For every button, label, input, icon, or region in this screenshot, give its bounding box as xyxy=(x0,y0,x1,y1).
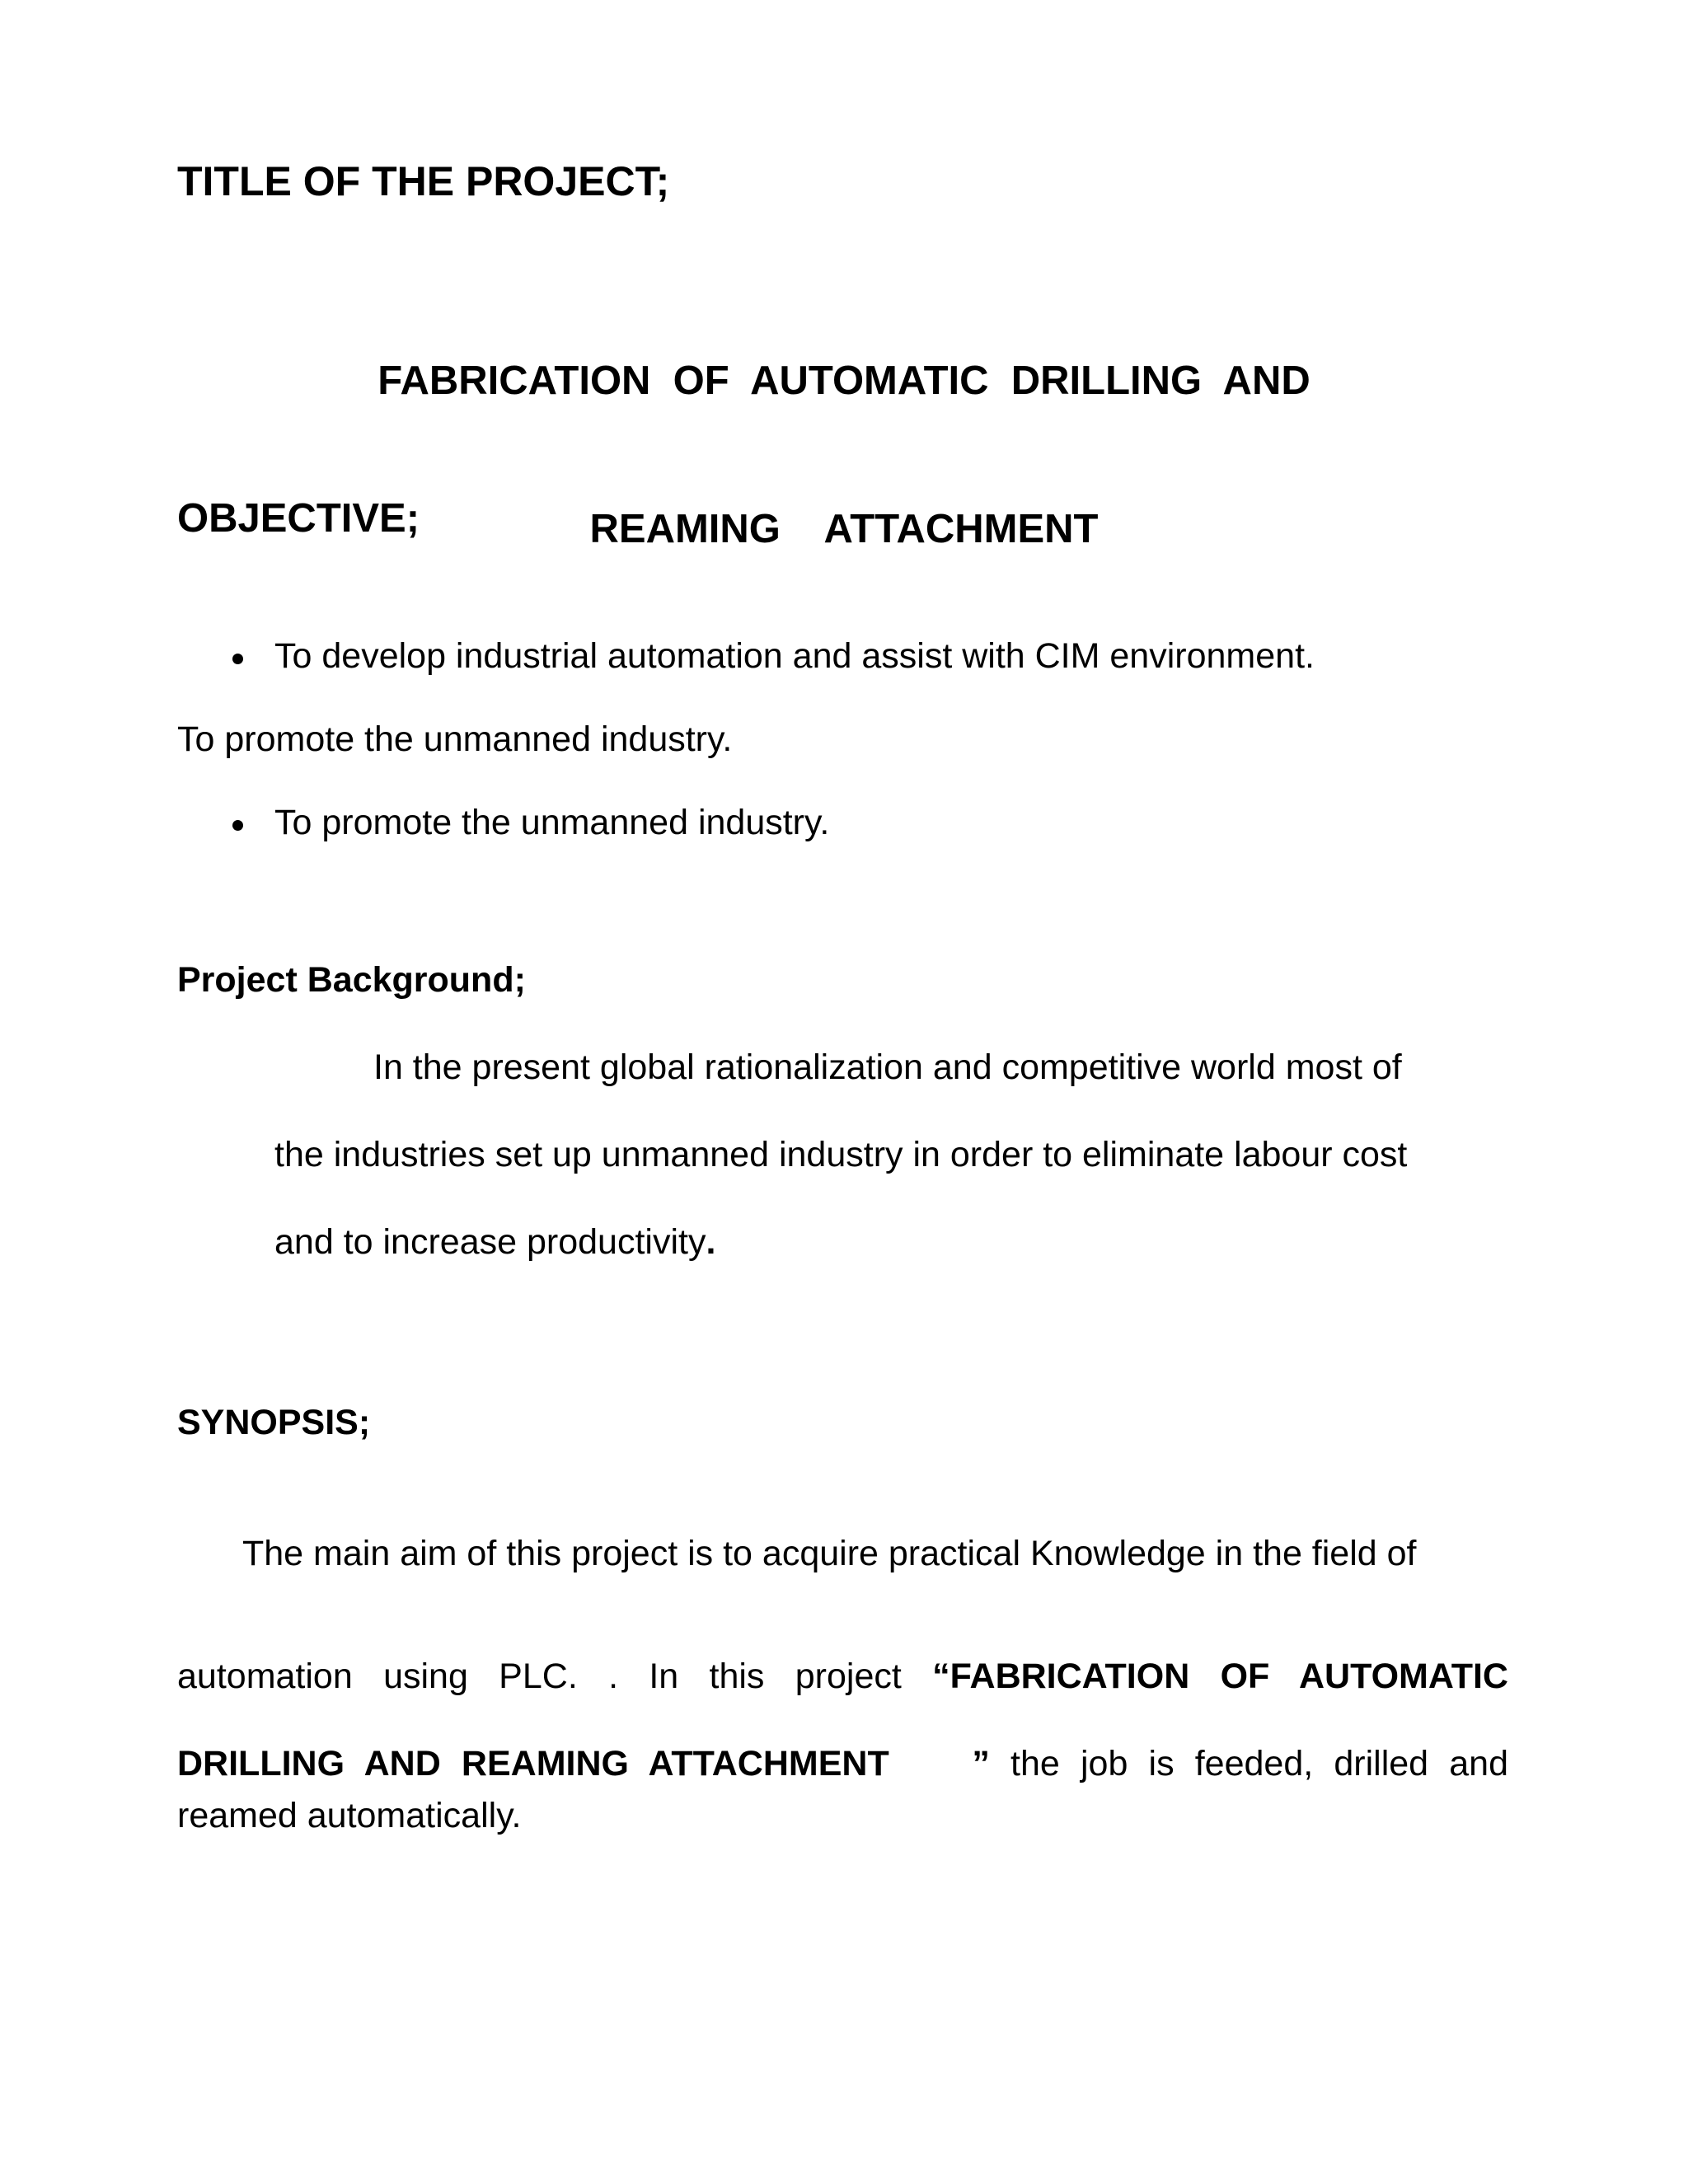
background-line-2: the industries set up unmanned industry in order to eliminate labour cost xyxy=(274,1135,1408,1174)
bullet-icon xyxy=(232,654,243,664)
synopsis-line-3-emphasis: DRILLING AND REAMING ATTACHMENT xyxy=(177,1744,889,1783)
synopsis-line-3-text: the job is feeded, drilled and xyxy=(1010,1744,1508,1783)
objective-plain-line: To promote the unmanned industry. xyxy=(177,719,733,759)
synopsis-heading: SYNOPSIS; xyxy=(177,1403,371,1442)
objective-item-1: To develop industrial automation and assist with CIM environment. xyxy=(274,636,1315,676)
objective-heading: OBJECTIVE; xyxy=(177,496,420,541)
background-heading: Project Background; xyxy=(177,960,526,1000)
synopsis-line-1: The main aim of this project is to acquire practical Knowledge in the field of xyxy=(242,1534,1417,1573)
synopsis-line-2-emphasis: “FABRICATION OF AUTOMATIC xyxy=(932,1657,1508,1696)
background-line-3-text: and to increase productivity xyxy=(274,1222,706,1262)
synopsis-line-3 xyxy=(177,1743,1508,1786)
synopsis-line-2-text: automation using PLC. . In this project xyxy=(177,1657,902,1696)
bullet-icon xyxy=(232,820,243,831)
project-title-line-2: REAMING ATTACHMENT xyxy=(589,507,1099,551)
objective-item-2: To promote the unmanned industry. xyxy=(274,803,830,842)
background-line-3 xyxy=(274,1221,715,1264)
title-label: TITLE OF THE PROJECT; xyxy=(177,158,670,204)
project-title-line-1: FABRICATION OF AUTOMATIC DRILLING AND xyxy=(377,359,1311,403)
background-line-3-period: . xyxy=(706,1222,716,1262)
synopsis-closing-quote: ” xyxy=(972,1744,990,1783)
project-title xyxy=(0,257,1688,653)
background-line-1: In the present global rationalization and competitive world most of xyxy=(373,1047,1402,1087)
synopsis-line-4: reamed automatically. xyxy=(177,1796,522,1835)
synopsis-line-2 xyxy=(177,1656,1508,1699)
